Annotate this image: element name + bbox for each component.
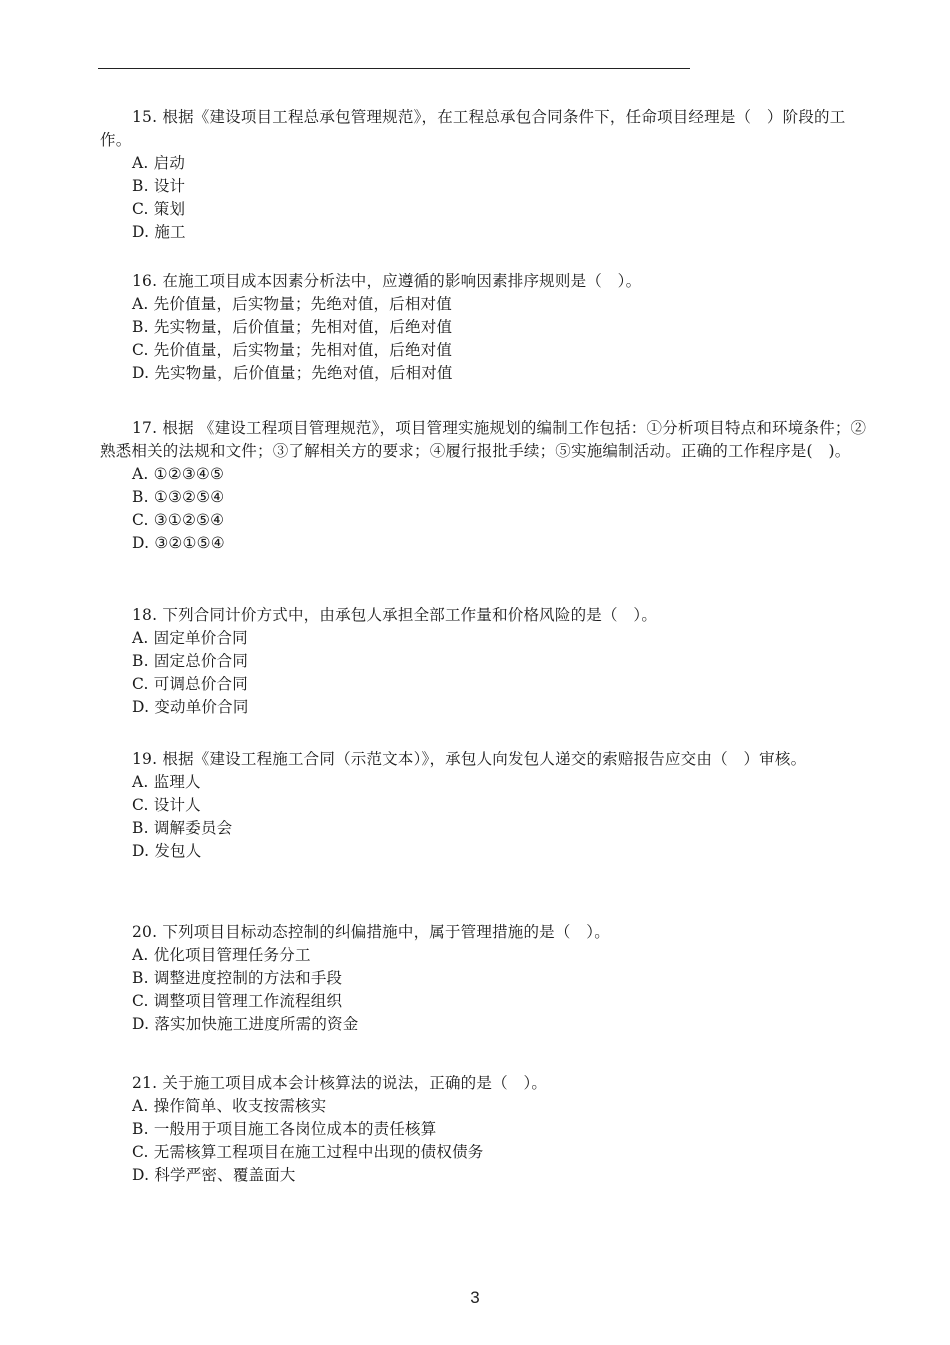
option-c: C. 策划 xyxy=(132,200,186,218)
question-18 xyxy=(100,604,875,719)
question-15 xyxy=(100,106,875,244)
option-list xyxy=(100,944,875,1036)
question-stem: 15. 根据《建设项目工程总承包管理规范》，在工程总承包合同条件下，任命项目经理是（ ）阶段的工作。 xyxy=(100,108,846,149)
option-list xyxy=(100,1095,875,1187)
question-stem: 20. 下列项目目标动态控制的纠偏措施中，属于管理措施的是（ ）。 xyxy=(132,923,610,941)
option-c: C. 可调总价合同 xyxy=(132,675,248,693)
option-b: B. 调解委员会 xyxy=(132,819,233,837)
question-20 xyxy=(100,921,875,1036)
question-stem: 16. 在施工项目成本因素分析法中，应遵循的影响因素排序规则是（ ）。 xyxy=(132,272,642,290)
option-b: B. 固定总价合同 xyxy=(132,652,249,670)
option-list xyxy=(100,293,875,385)
question-stem: 17. 根据 《建设工程项目管理规范》，项目管理实施规划的编制工作包括：①分析项目特点和环境条件；②熟悉相关的法规和文件；③了解相关方的要求；④履行报批手续；⑤实施编制活动。正确的工作程序是( )。 xyxy=(100,419,867,460)
option-b: B. 先实物量，后价值量；先相对值，后绝对值 xyxy=(132,318,453,336)
option-b: B. ①③②⑤④ xyxy=(132,488,225,506)
question-16 xyxy=(100,270,875,385)
question-stem: 18. 下列合同计价方式中，由承包人承担全部工作量和价格风险的是（ ）。 xyxy=(132,606,658,624)
option-d: D. 发包人 xyxy=(132,842,202,860)
option-list xyxy=(100,771,875,863)
option-a: A. 操作简单、收支按需核实 xyxy=(132,1097,327,1115)
question-19 xyxy=(100,748,875,863)
question-21 xyxy=(100,1072,875,1187)
question-stem: 21. 关于施工项目成本会计核算法的说法，正确的是（ ）。 xyxy=(132,1074,548,1092)
option-b: B. 调整进度控制的方法和手段 xyxy=(132,969,343,987)
option-d: D. 科学严密、覆盖面大 xyxy=(132,1166,296,1184)
option-d: D. ③②①⑤④ xyxy=(132,534,225,552)
option-c: C. ③①②⑤④ xyxy=(132,511,225,529)
option-b: B. 一般用于项目施工各岗位成本的责任核算 xyxy=(132,1120,437,1138)
option-b: B. 设计 xyxy=(132,177,186,195)
option-list xyxy=(100,627,875,719)
option-d: D. 先实物量，后价值量；先绝对值，后相对值 xyxy=(132,364,453,382)
option-d: D. 施工 xyxy=(132,223,186,241)
option-list xyxy=(100,152,875,244)
option-a: A. ①②③④⑤ xyxy=(132,465,225,483)
option-a: A. 先价值量，后实物量；先绝对值，后相对值 xyxy=(132,295,452,313)
option-a: A. 监理人 xyxy=(132,773,201,791)
page-number: 3 xyxy=(470,1288,480,1307)
option-d: D. 落实加快施工进度所需的资金 xyxy=(132,1015,359,1033)
option-d: D. 变动单价合同 xyxy=(132,698,249,716)
header-rule xyxy=(98,68,690,69)
option-c: C. 无需核算工程项目在施工过程中出现的债权债务 xyxy=(132,1143,484,1161)
option-c: C. 调整项目管理工作流程组织 xyxy=(132,992,343,1010)
option-a: A. 启动 xyxy=(132,154,186,172)
question-stem: 19. 根据《建设工程施工合同（示范文本）》，承包人向发包人递交的索赔报告应交由（ ）审核。 xyxy=(132,750,807,768)
option-c: C. 先价值量，后实物量；先相对值，后绝对值 xyxy=(132,341,453,359)
option-list xyxy=(100,463,875,555)
option-c: C. 设计人 xyxy=(132,796,201,814)
option-a: A. 固定单价合同 xyxy=(132,629,248,647)
question-17 xyxy=(100,417,875,555)
option-a: A. 优化项目管理任务分工 xyxy=(132,946,311,964)
